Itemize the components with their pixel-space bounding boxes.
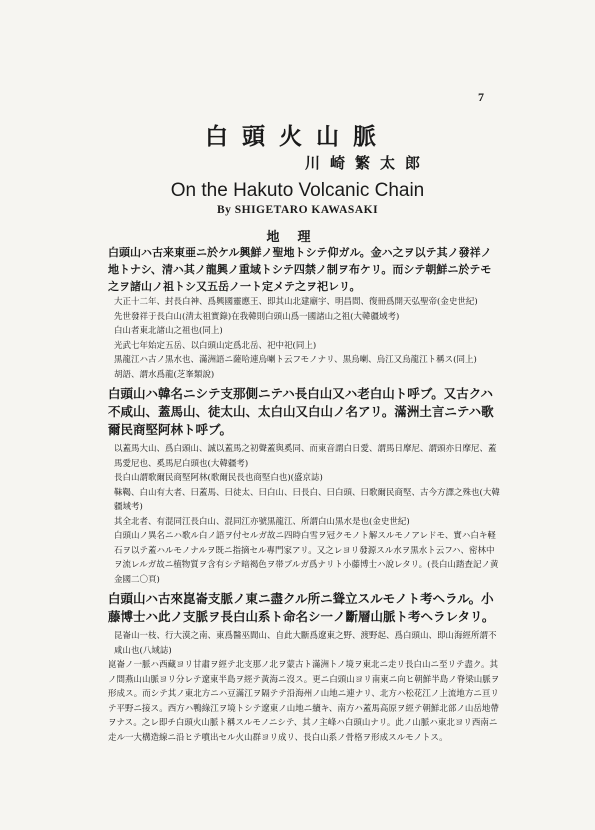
paragraph: 崑崙ノ一脈ハ西藏ヨリ甘肅ヲ經テ北支那ノ北ヲ蒙古ト滿洲トノ境ヲ東北ニ走リ長白山ニ至リテ盡ク。其ノ間燕山山脈ヨリ分レテ遼東半島ヲ經テ黃海ニ沒ス。更ニ白頭山ヨリ南東ニ向ヒ朝鮮半島ノ脊梁山脈ヲ形成ス。而シテ其ノ東北方ニハ豆滿江ヲ隔テテ沿海州ノ山地ニ連ナリ、北方ハ松花江ノ上流地方ニ亘リテ平野ニ接ス。西方ハ鴨綠江ヲ境トシテ遼東ノ山地ニ續キ、南方ハ蓋馬高原ヲ經テ朝鮮北部ノ山岳地帶ヲナス。之レ即チ白頭火山脈ト稱スルモノニシテ、其ノ主峰ハ白頭山ナリ。此ノ山脈ハ東北ヨリ西南ニ走ル一大構造線ニ沿ヒテ噴出セル火山群ヨリ成リ、長白山系ノ骨格ヲ形成スルモノトス。 bbox=[108, 660, 500, 743]
section-heading: 地理 bbox=[266, 230, 329, 245]
article-body bbox=[108, 244, 501, 745]
paragraph: 其全北者、有混同江長白山、混同江亦號黒龍江、所謂白山黒水是也(金史世紀) bbox=[114, 516, 410, 527]
paragraph: 黒龍江ハ古ノ黒水也、滿洲語ニ薩哈連烏喇ト云フモノナリ、黒烏喇、烏江又烏龍江ト稱ス(同上) bbox=[114, 355, 477, 365]
paragraph: 白頭山ハ古來崑崙支脈ノ東ニ盡クル所ニ聳立スルモノト考ヘラル。小藤博士ハ此ノ支脈ヲ長白山系ト命名シ一ノ斷層山脈ト考ヘラレタリ。 bbox=[108, 591, 495, 624]
author-en: By SHIGETARO KAWASAKI bbox=[216, 204, 379, 216]
paragraph: 長白山謂歌爾民商堅阿林(歌爾民長也商堅白也)(盛京誌) bbox=[114, 473, 323, 483]
paragraph: 胡語、謂水爲龍(芝峯類說) bbox=[114, 369, 215, 380]
author-ja: 川崎繁太郎 bbox=[305, 154, 431, 172]
paragraph: 先世發祥于長白山(清太祖實錄)在我韓則白頭山爲一國諸山之祖(大韓疆域考) bbox=[114, 311, 400, 322]
paragraph: 白頭山ハ韓名ニシテ支那側ニテハ長白山又ハ老白山ト呼ブ。又古クハ不咸山、蓋馬山、徒太山、太白山又白山ノ名アリ。滿洲土言ニテハ歌爾民商堅阿林ト呼ブ。 bbox=[108, 386, 494, 437]
paragraph: 光武七年始定五岳、以白頭山定爲北岳、祀中祀(同上) bbox=[114, 340, 317, 351]
paragraph: 靺鞨、白山有大者、曰蓋馬、曰徒太、曰白山、曰長白、曰白頭、曰歌爾民商堅、古今方譯之殊也(大韓疆域考) bbox=[114, 487, 500, 512]
page-title-en: On the Hakuto Volcanic Chain bbox=[170, 180, 425, 201]
paragraph: 白頭山ノ異名ニハ歌ル白ノ語ヲ付セルガ故ニ四時白雪ヲ冠クモノト解スルモノアレドモ、實ハ白キ軽石ヲ以テ蓋ハルモノナルヲ既ニ指摘セル專門家アリ。又之レヨリ發源スル水ヲ黒水ト云フハ、密林中ヲ流レルガ故ニ植物質ヲ含有シテ暗褐色ヲ帯ブルガ爲ナリト小藤博士ハ說レタリ。(長白山踏査記ノ黄金國二〇頁) bbox=[114, 531, 499, 585]
page-title-ja: 白頭火山脈 bbox=[205, 123, 390, 150]
paragraph: 白山者東北諸山之祖也(同上) bbox=[114, 326, 223, 336]
paragraph: 昆崙山一枝、行大漠之南、東爲醫巫閭山、自此大斷爲遼東之野、渡野起、爲白頭山、即山海經所謂不咸山也(八域誌) bbox=[114, 631, 497, 656]
paragraph: 大正十二年、封長白神、爲興國靈應王、即其山北建廟宇、明昌間、復冊爲開天弘聖帝(金史世紀) bbox=[114, 297, 478, 307]
paragraph: 以蓋馬大山、爲白頭山、誠以蓋馬之初聲蓋與奚同、而東音謂白日愛、謂馬日摩尼、謂頭亦日摩尼、蓋馬愛尼也、奚馬尼白頭也(大韓疆考) bbox=[114, 444, 497, 469]
page-number: 7 bbox=[478, 90, 484, 104]
paragraph: 白頭山ハ古来東亜ニ於ケル興鮮ノ聖地トシテ仰ガル。金ハ之ヲ以テ其ノ發祥ノ地トナシ、清ハ其ノ龍興ノ重域トシテ四禁ノ制ヲ布ケリ。而シテ朝鮮ニ於テモ之ヲ諸山ノ祖トシ又五岳ノ一ト定メテ之ヲ祀レリ。 bbox=[108, 246, 492, 293]
